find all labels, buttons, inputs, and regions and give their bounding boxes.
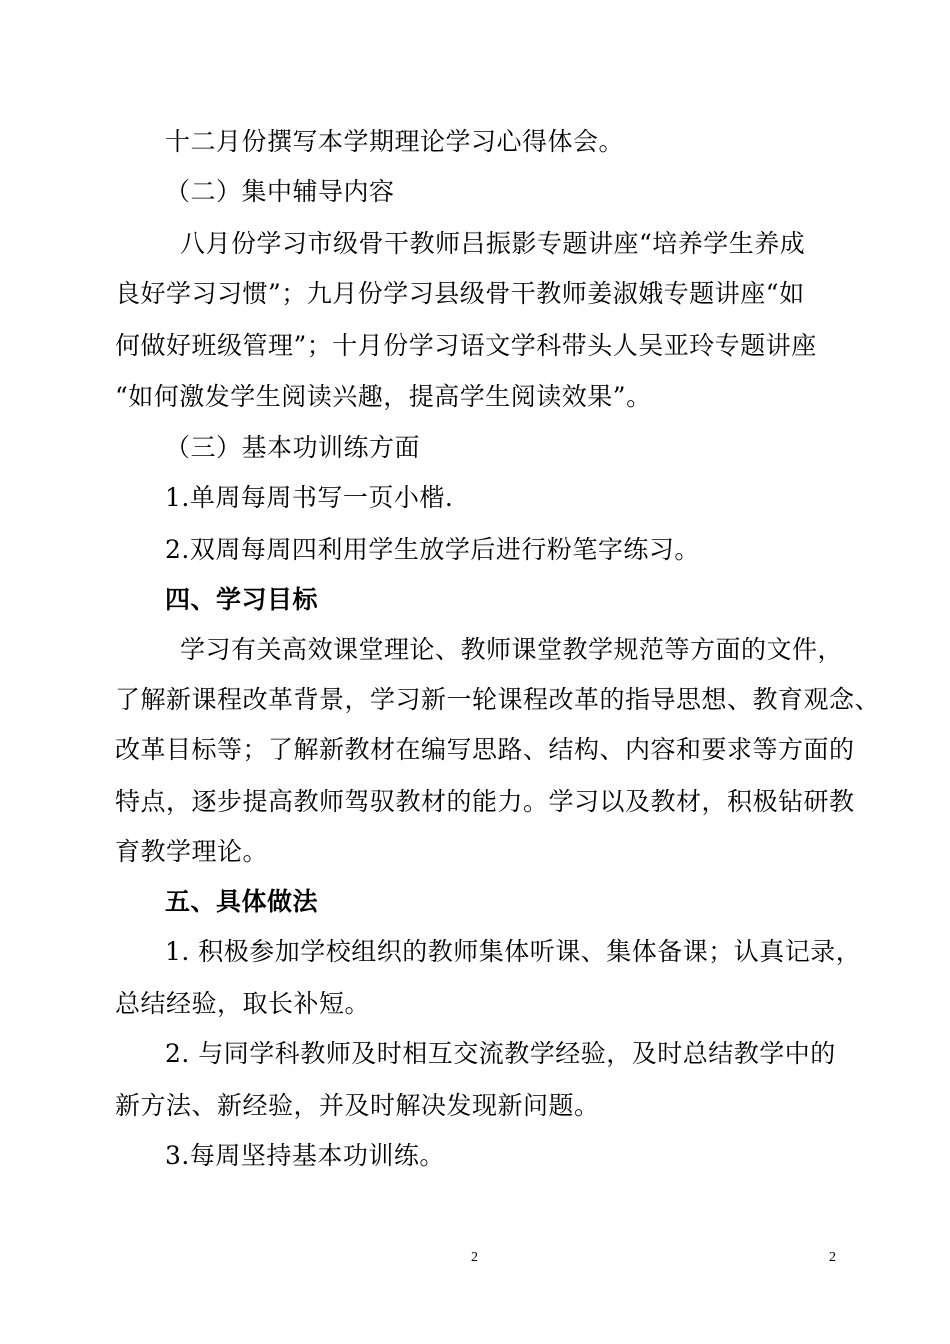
text-line: 1. 积极参加学校组织的教师集体听课、集体备课；认真记录， bbox=[165, 937, 862, 966]
section-heading: 四、学习目标 bbox=[165, 585, 319, 614]
text-line: 3.每周坚持基本功训练。 bbox=[165, 1141, 445, 1170]
text-line: 八月份学习市级骨干教师吕振影专题讲座“培养学生养成 bbox=[180, 229, 806, 258]
page-number: 2 bbox=[471, 1250, 478, 1265]
text-line: 十二月份撰写本学期理论学习心得体会。 bbox=[165, 127, 625, 156]
page-number-right: 2 bbox=[829, 1250, 836, 1265]
text-line: 2. 与同学科教师及时相互交流教学经验，及时总结教学中的 bbox=[165, 1039, 836, 1068]
text-line: 总结经验，取长补短。 bbox=[115, 989, 371, 1018]
text-line: 何做好班级管理”；十月份学习语文学科带头人吴亚玲专题讲座 bbox=[115, 331, 817, 360]
text-line: 1.单周每周书写一页小楷. bbox=[165, 483, 454, 512]
text-line: 良好学习习惯”；九月份学习县级骨干教师姜淑娥专题讲座“如 bbox=[115, 279, 805, 308]
subheading: （三）基本功训练方面 bbox=[165, 433, 421, 462]
section-heading: 五、具体做法 bbox=[165, 887, 319, 916]
subheading: （二）集中辅导内容 bbox=[165, 177, 395, 206]
text-line: 育教学理论。 bbox=[115, 837, 269, 866]
text-line: 新方法、新经验，并及时解决发现新问题。 bbox=[115, 1091, 600, 1120]
text-line: 了解新课程改革背景，学习新一轮课程改革的指导思想、教育观念、 bbox=[115, 685, 881, 714]
text-line: “如何激发学生阅读兴趣，提高学生阅读效果”。 bbox=[115, 382, 652, 411]
text-line: 改革目标等；了解新教材在编写思路、结构、内容和要求等方面的 bbox=[115, 735, 855, 764]
text-line: 特点，逐步提高教师驾驭教材的能力。学习以及教材，积极钻研教 bbox=[115, 787, 855, 816]
text-line: 2.双周每周四利用学生放学后进行粉笔字练习。 bbox=[165, 535, 700, 564]
text-line: 学习有关高效课堂理论、教师课堂教学规范等方面的文件， bbox=[180, 635, 844, 664]
